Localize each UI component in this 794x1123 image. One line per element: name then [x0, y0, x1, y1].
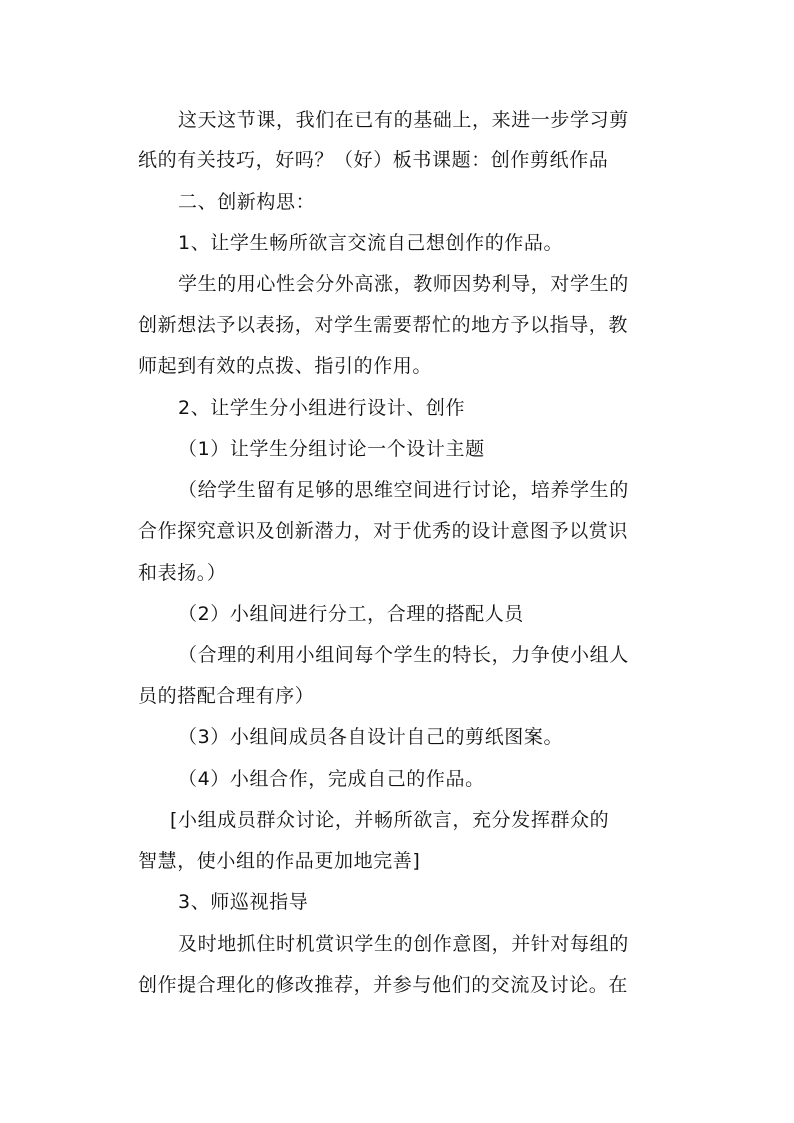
paragraph-line: （合理的利用小组间每个学生的特长，力争使小组人 [178, 644, 629, 666]
section-heading: 二、创新构思： [178, 191, 316, 213]
subsection-heading: 1、让学生畅所欲言交流自己想创作的作品。 [178, 232, 564, 254]
list-item: （1）让学生分组讨论一个设计主题 [178, 438, 485, 460]
paragraph-line: 和表扬。） [138, 562, 227, 584]
subsection-heading: 3、师巡视指导 [178, 891, 309, 913]
paragraph-line: 合作探究意识及创新潜力，对于优秀的设计意图予以赏识 [138, 520, 629, 542]
subsection-heading: 2、让学生分小组进行设计、创作 [178, 397, 466, 419]
paragraph-line: 创作提合理化的修改推荐，并参与他们的交流及讨论。在 [138, 974, 629, 996]
paragraph-line: 纸的有关技巧，好吗？（好）板书课题：创作剪纸作品 [138, 149, 609, 171]
paragraph-line: 智慧，使小组的作品更加地完善] [138, 850, 421, 872]
paragraph-line: 这天这节课，我们在已有的基础上，来进一步学习剪 [178, 109, 629, 131]
list-item: （3）小组间成员各自设计自己的剪纸图案。 [178, 726, 564, 748]
paragraph-line: （给学生留有足够的思维空间进行讨论，培养学生的 [178, 479, 629, 501]
list-item: （2）小组间进行分工，合理的搭配人员 [178, 603, 524, 625]
paragraph-line: [小组成员群众讨论，并畅所欲言，充分发挥群众的 [170, 809, 610, 831]
paragraph-line: 及时地抓住时机赏识学生的创作意图，并针对每组的 [178, 933, 629, 955]
paragraph-line: 创新想法予以表扬，对学生需要帮忙的地方予以指导，教 [138, 314, 629, 336]
paragraph-line: 学生的用心性会分外高涨，教师因势利导，对学生的 [178, 273, 629, 295]
paragraph-line: 员的搭配合理有序） [138, 685, 315, 707]
list-item: （4）小组合作，完成自己的作品。 [178, 768, 485, 790]
paragraph-line: 师起到有效的点拨、指引的作用。 [138, 355, 433, 377]
